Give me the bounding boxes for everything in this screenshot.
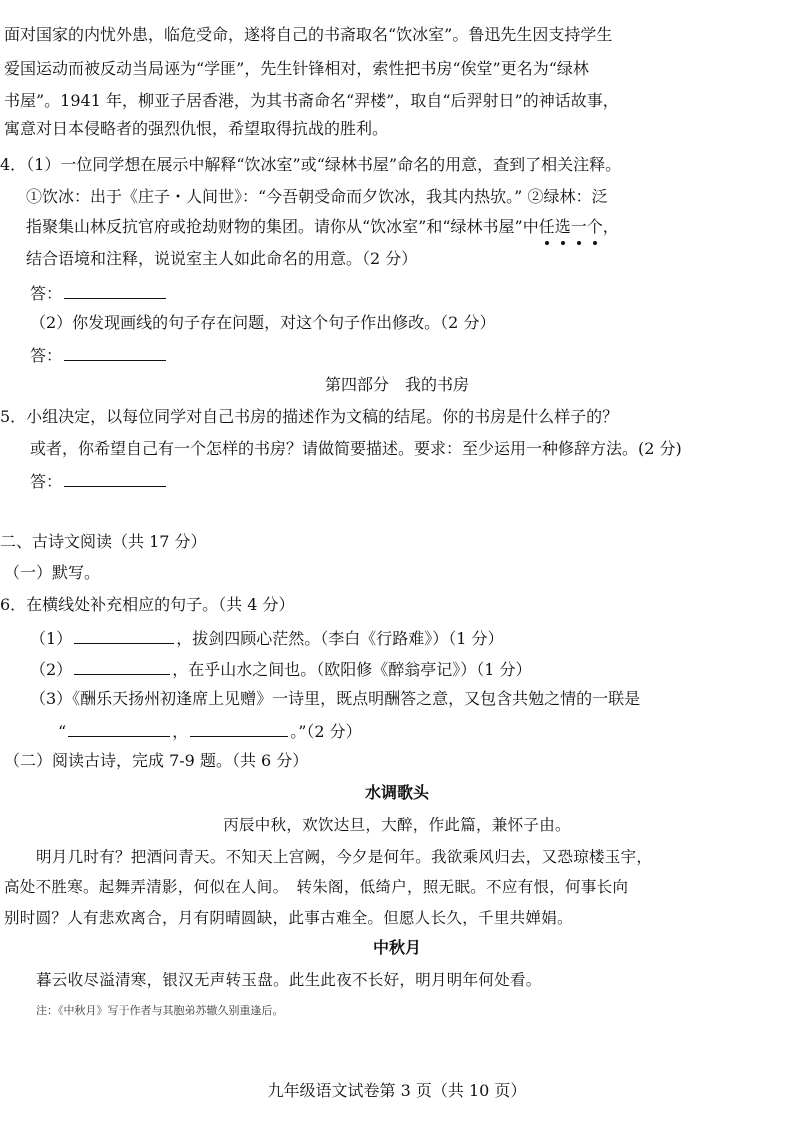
page-footer: 九年级语文试卷第 3 页（共 10 页） [267, 1081, 527, 1100]
poem1-title: 水调歌头 [364, 783, 429, 802]
intro-line-1: 面对国家的内忧外患，临危受命，遂将自己的书斋取名“饮冰室”。鲁迅先生因支持学生 [4, 25, 613, 44]
intro-line-3: 书屋”。1941 年，柳亚子居香港，为其书斋命名“羿楼”，取自“后羿射日”的神话故事， [4, 91, 619, 110]
q6-item-3-line-2: “ ， 。”（2 分） [58, 718, 362, 743]
section2-title: 二、古诗文阅读（共 17 分） [0, 532, 207, 551]
emphasis-char: 任 [538, 217, 555, 236]
section2-sub1: （一）默写。 [4, 563, 101, 582]
part4-title: 第四部分 我的书房 [324, 375, 469, 394]
fill-blank[interactable] [190, 718, 288, 737]
q6-title: 6．在横线处补充相应的句子。（共 4 分） [0, 595, 295, 614]
poem1-line-1: 明月几时有？把酒问青天。不知天上宫阙，今夕是何年。我欲乘风归去，又恐琼楼玉宇， [36, 848, 653, 866]
answer-blank[interactable] [64, 280, 166, 299]
fill-blank[interactable] [68, 718, 170, 737]
q4-answer-2: 答： [30, 342, 168, 367]
q6-item-1: （1） ，拔剑四顾心茫然。（李白《行路难》）（1 分） [30, 625, 503, 650]
intro-line-2: 爱国运动而被反动当局诬为“学匪”，先生针锋相对，索性把书房“俟堂”更名为“绿林 [4, 59, 589, 78]
poem1-line-3: 别时圆？人有悲欢离合，月有阴晴圆缺，此事古难全。但愿人长久，千里共婵娟。 [4, 909, 573, 927]
q4-sub-2: （2）你发现画线的句子存在问题，对这个句子作出修改。（2 分） [30, 313, 496, 332]
answer-blank[interactable] [64, 468, 166, 487]
poem2-note: 注：《中秋月》写于作者与其胞弟苏辙久别重逢后。 [36, 1004, 284, 1017]
fill-blank[interactable] [74, 625, 174, 644]
poem2-title: 中秋月 [372, 938, 421, 957]
sub2-title: （二）阅读古诗，完成 7-9 题。（共 6 分） [4, 751, 309, 770]
q5-line-1: 5．小组决定，以每位同学对自己书房的描述作为文稿的结尾。你的书房是什么样子的？ [0, 407, 619, 426]
emphasis-char: 选 [554, 217, 571, 236]
poem1-line-2: 高处不胜寒。起舞弄清影，何似在人间。 转朱阁，低绮户，照无眠。不应有恨，何事长向 [4, 878, 629, 896]
q5-line-2: 或者，你希望自己有一个怎样的书房？请做简要描述。要求：至少运用一种修辞方法。(2 分) [30, 439, 682, 458]
fill-blank[interactable] [74, 656, 170, 675]
q6-item-2: （2） ，在乎山水之间也。（欧阳修《醉翁亭记》）（1 分） [30, 656, 531, 681]
q4-answer-1: 答： [30, 280, 168, 305]
q4-line-1: 4．（1）一位同学想在展示中解释“饮冰室”或“绿林书屋”命名的用意，查到了相关注释。 [0, 155, 622, 174]
answer-blank[interactable] [64, 342, 166, 361]
q5-answer: 答： [30, 468, 168, 493]
q4-line-3: 指聚集山林反抗官府或抢劫财物的集团。请你从“饮冰室”和“绿林书屋”中任选一个， [26, 217, 619, 236]
emphasis-char: 个 [586, 217, 603, 236]
q6-item-3-line-1: （3）《酬乐天扬州初逢席上见赠》一诗里，既点明酬答之意，又包含共勉之情的一联是 [30, 689, 641, 708]
emphasis-char: 一 [570, 217, 587, 236]
q4-line-2: ①饮冰：出于《庄子・人间世》：“今吾朝受命而夕饮冰，我其内热欤。” ②绿林：泛 [26, 187, 608, 206]
intro-line-4: 寓意对日本侵略者的强烈仇恨，希望取得抗战的胜利。 [4, 119, 389, 138]
poem1-preface: 丙辰中秋，欢饮达旦，大醉，作此篇，兼怀子由。 [223, 816, 571, 834]
q4-line-4: 结合语境和注释，说说室主人如此命名的用意。（2 分） [26, 249, 418, 268]
poem2-line-1: 暮云收尽溢清寒，银汉无声转玉盘。此生此夜不长好，明月明年何处看。 [36, 971, 542, 989]
